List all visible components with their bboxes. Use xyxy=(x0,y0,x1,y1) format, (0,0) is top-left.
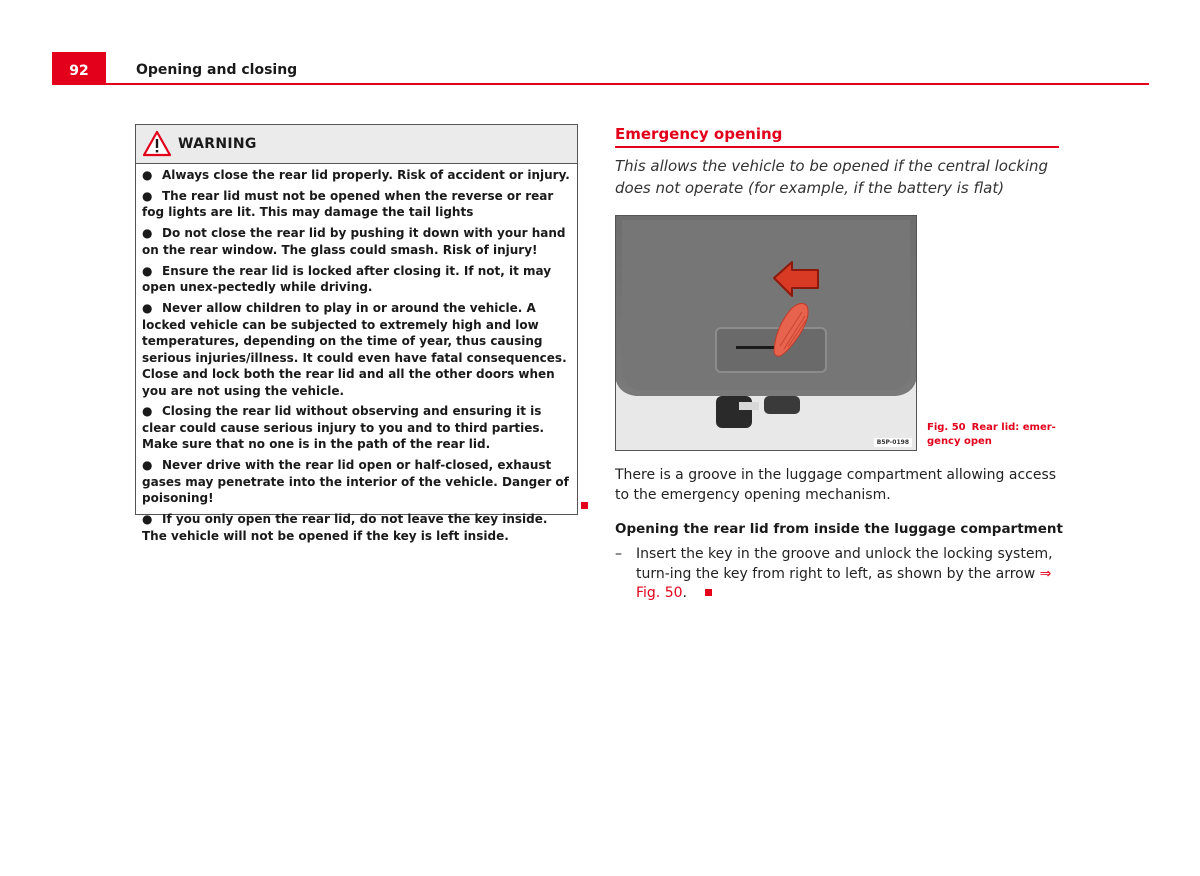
figure-number: Fig. 50 xyxy=(927,422,966,433)
figure-reference-link[interactable]: ⇒ Fig. 50 xyxy=(636,565,1052,601)
bullet-icon: ● xyxy=(142,168,153,182)
bullet-icon: ● xyxy=(142,188,153,203)
end-of-section-square-icon xyxy=(705,589,712,596)
page-number: 92 xyxy=(52,52,106,84)
section-heading: Emergency opening xyxy=(615,125,783,143)
warning-box xyxy=(135,124,578,543)
warning-item: ● The rear lid must not be opened when the reverse or rear fog lights are lit. This may damage the tail lights xyxy=(142,188,554,220)
bullet-icon: ● xyxy=(142,226,153,241)
bullet-icon: ● xyxy=(142,404,153,419)
step-text: Insert the key in the groove and unlock the locking system, turn-ing the key from right to left, as shown by the arrow xyxy=(636,546,1053,582)
figure-rear-lid-emergency-opening xyxy=(615,215,917,451)
procedure-step xyxy=(615,545,1065,604)
warning-item: ● If you only open the rear lid, do not leave the key inside. The vehicle will not be opened if the key is left inside. xyxy=(142,512,548,543)
end-of-section-square-icon xyxy=(581,502,588,509)
warning-item: ● Ensure the rear lid is locked after closing it. If not, it may open unex-pectedly while driving. xyxy=(142,263,552,295)
warning-triangle-icon xyxy=(142,130,172,157)
warning-item: ● Never allow children to play in or around the vehicle. A locked vehicle can be subjected to extremely high and low temperatures, depending on the time of year, thus causing serious injuries/illness. It could even have fatal consequences. Close and lock both the rear lid and all the other doors when you are not using the vehicle. xyxy=(142,301,567,398)
procedure-heading: Opening the rear lid from inside the luggage compartment xyxy=(615,521,1063,537)
bullet-icon: ● xyxy=(142,512,153,527)
bullet-icon: ● xyxy=(142,458,153,473)
chapter-title: Opening and closing xyxy=(136,62,298,78)
warning-item: ● Always close the rear lid properly. Risk of accident or injury. xyxy=(142,168,570,182)
body-paragraph: There is a groove in the luggage compartment allowing access to the emergency opening mechanism. xyxy=(615,467,1057,503)
warning-title: WARNING xyxy=(178,136,257,152)
step-period: . xyxy=(682,585,687,601)
figure-illustration xyxy=(616,216,916,450)
figure-code: B5P-0198 xyxy=(874,438,912,447)
section-divider xyxy=(615,146,1059,148)
warning-item: ● Closing the rear lid without observing and ensuring it is clear could cause serious injury to you and to third parties. Make sure that no one is in the path of the rear lid. xyxy=(142,404,545,452)
step-text-block xyxy=(636,545,1065,604)
warning-item: ● Do not close the rear lid by pushing it down with your hand on the rear window. The glass could smash. Risk of injury! xyxy=(142,226,566,257)
figure-caption-text: Rear lid: emer-gency open xyxy=(927,422,1056,447)
figure-caption xyxy=(927,421,1057,449)
bullet-icon: ● xyxy=(142,263,153,278)
header-divider xyxy=(52,83,1149,85)
warning-item: ● Never drive with the rear lid open or half-closed, exhaust gases may penetrate into the interior of the vehicle. Danger of poisoning! xyxy=(142,458,569,506)
warning-list xyxy=(136,164,577,544)
warning-header xyxy=(136,125,577,164)
bullet-icon: ● xyxy=(142,301,153,316)
step-dash: – xyxy=(615,546,622,562)
section-intro: This allows the vehicle to be opened if the central locking does not operate (for example, if the battery is flat) xyxy=(615,157,1049,197)
